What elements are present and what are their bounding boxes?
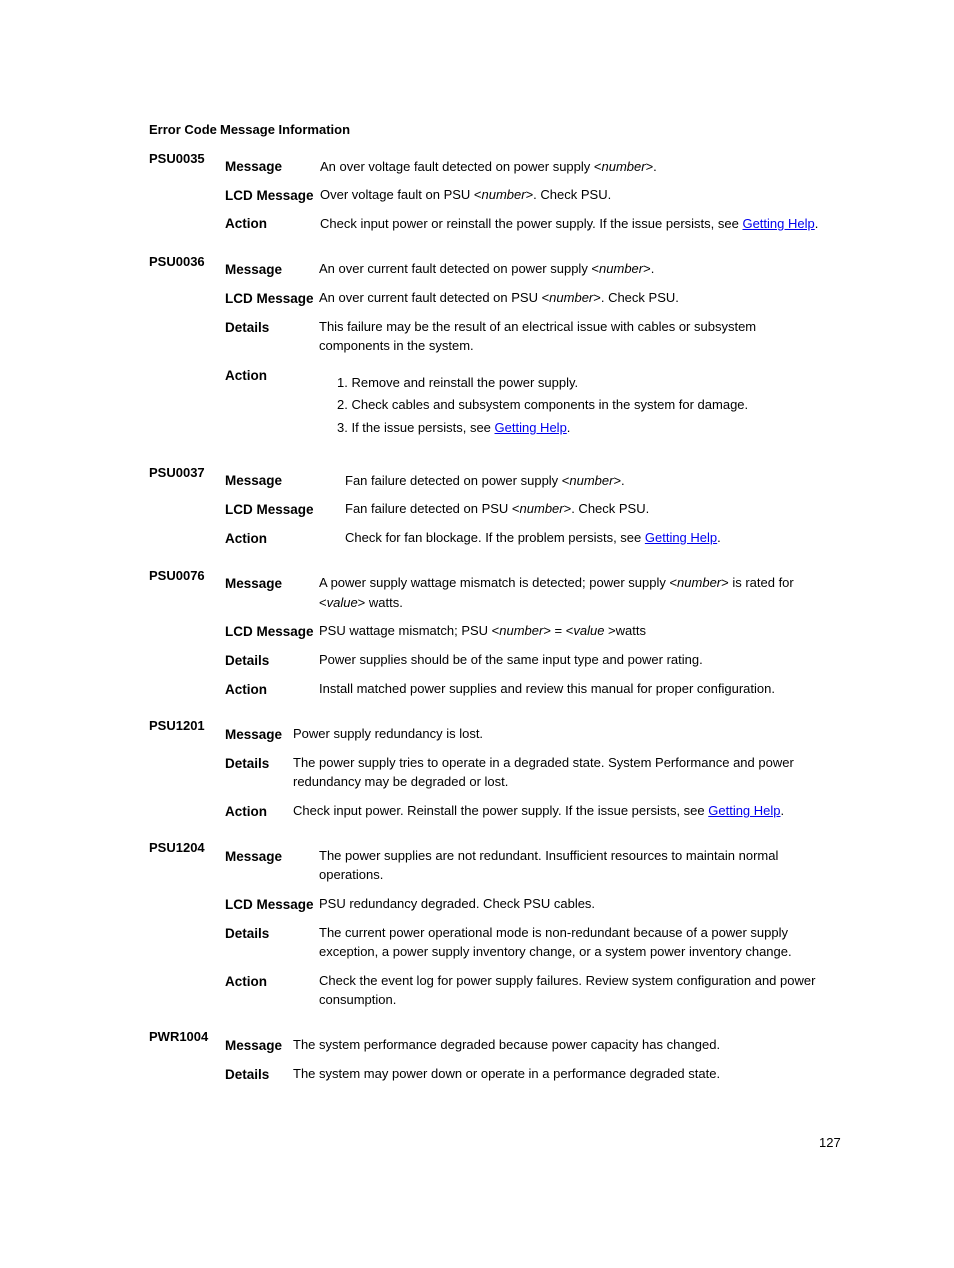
details-label: Details [225,756,270,771]
action-text: Check for fan blockage. If the problem persists, see Getting Help. [345,530,721,545]
message-label: Message [225,159,283,174]
message-label: Message [225,473,283,488]
details-label: Details [225,320,270,335]
page-number: 127 [819,1135,841,1150]
action-text-line1: Check the event log for power supply failures. Review system configuration and power [319,973,816,988]
details-text: Power supplies should be of the same input type and power rating. [319,652,703,667]
error-code-psu0035: PSU0035 [149,151,205,166]
message-label: Message [225,576,283,591]
getting-help-link[interactable]: Getting Help [708,803,781,818]
error-code-psu1201: PSU1201 [149,718,205,733]
lcd-message-label: LCD Message [225,624,314,639]
message-text: An over current fault detected on power supply <number>. [319,261,655,276]
error-code-psu1204: PSU1204 [149,840,205,855]
message-text: Power supply redundancy is lost. [293,726,484,741]
message-text: An over voltage fault detected on power supply <number>. [320,159,657,174]
details-text-line2: exception, a power supply inventory change, or a system power inventory change. [319,944,792,959]
details-text-line1: This failure may be the result of an electrical issue with cables or subsystem [319,319,757,334]
action-step-2: 2. Check cables and subsystem components in the system for damage. [337,397,749,412]
details-text: The system may power down or operate in a performance degraded state. [293,1066,721,1081]
message-text-line2: <value> watts. [319,595,403,610]
lcd-message-label: LCD Message [225,291,314,306]
action-step-3: 3. If the issue persists, see Getting Help. [337,420,571,435]
lcd-message-text: Fan failure detected on PSU <number>. Check PSU. [345,501,650,516]
action-label: Action [225,682,267,697]
header-message-information: Message Information [220,122,351,137]
message-label: Message [225,727,283,742]
lcd-message-text: PSU redundancy degraded. Check PSU cables. [319,896,596,911]
details-text-line2: redundancy may be degraded or lost. [293,774,509,789]
lcd-message-label: LCD Message [225,502,314,517]
action-text: Check input power. Reinstall the power supply. If the issue persists, see Getting Help. [293,803,785,818]
message-text: The system performance degraded because power capacity has changed. [293,1037,721,1052]
details-text-line2: components in the system. [319,338,474,353]
lcd-message-text: An over current fault detected on PSU <number>. Check PSU. [319,290,679,305]
message-text-line1: The power supplies are not redundant. Insufficient resources to maintain normal [319,848,779,863]
message-label: Message [225,849,283,864]
action-text-line2: consumption. [319,992,397,1007]
error-code-psu0076: PSU0076 [149,568,205,583]
error-code-pwr1004: PWR1004 [149,1029,209,1044]
action-label: Action [225,368,267,383]
details-label: Details [225,1067,270,1082]
action-label: Action [225,974,267,989]
details-label: Details [225,926,270,941]
lcd-message-text: Over voltage fault on PSU <number>. Check PSU. [320,187,612,202]
action-text: Check input power or reinstall the power supply. If the issue persists, see Getting Help. [320,216,819,231]
message-label: Message [225,1038,283,1053]
getting-help-link[interactable]: Getting Help [494,420,567,435]
message-text-line2: operations. [319,867,384,882]
message-text-line1: A power supply wattage mismatch is detected; power supply <number> is rated for [319,575,794,590]
details-text-line1: The current power operational mode is non-redundant because of a power supply [319,925,789,940]
action-label: Action [225,531,267,546]
lcd-message-label: LCD Message [225,188,314,203]
action-text: Install matched power supplies and review this manual for proper configuration. [319,681,775,696]
lcd-message-label: LCD Message [225,897,314,912]
details-label: Details [225,653,270,668]
action-label: Action [225,216,267,231]
getting-help-link[interactable]: Getting Help [644,530,718,545]
error-code-psu0037: PSU0037 [149,465,205,480]
error-code-psu0036: PSU0036 [149,254,205,269]
message-text: Fan failure detected on power supply <number>. [345,473,625,488]
action-label: Action [225,804,267,819]
action-step-1: 1. Remove and reinstall the power supply. [337,375,579,390]
details-text-line1: The power supply tries to operate in a degraded state. System Performance and power [293,755,794,770]
header-error-code: Error Code [149,122,217,137]
lcd-message-text: PSU wattage mismatch; PSU <number> = <value >watts [319,623,646,638]
getting-help-link[interactable]: Getting Help [742,216,815,231]
message-label: Message [225,262,283,277]
